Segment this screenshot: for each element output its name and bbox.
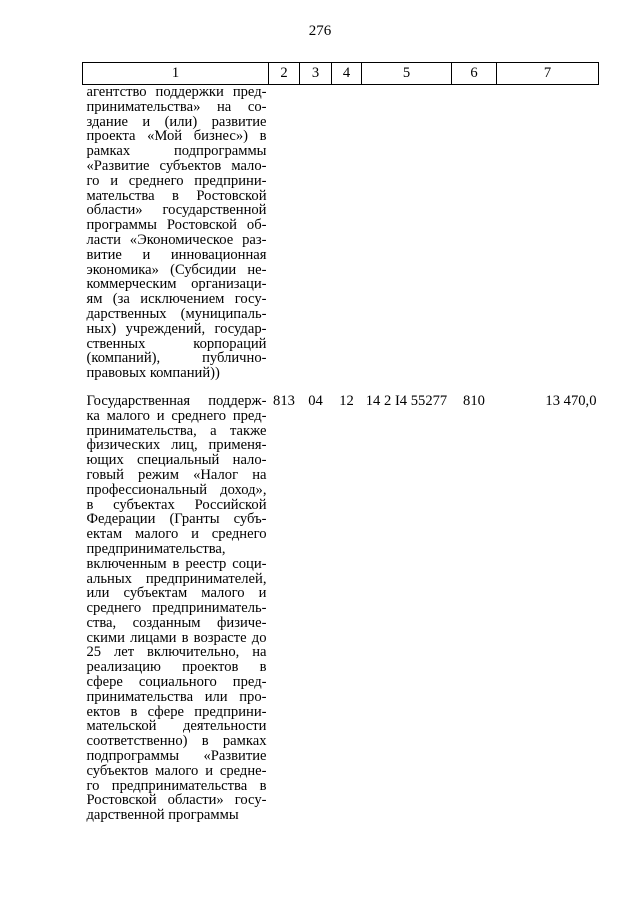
description-line: альных предпринимателей, bbox=[86, 570, 267, 587]
cell-target-article: 14 2 I4 55277 bbox=[365, 392, 448, 409]
description-line: (компаний), публично- bbox=[86, 350, 267, 367]
description-line: реализацию проектов в bbox=[86, 659, 267, 676]
cell-section-code: 04 bbox=[308, 392, 323, 409]
cell-ministry-code: 813 bbox=[273, 392, 295, 409]
table-row bbox=[83, 85, 599, 394]
description-line: ственных корпораций bbox=[86, 335, 267, 352]
description-line: среднего предприниматель- bbox=[86, 600, 267, 617]
description-line: правовых компаний)) bbox=[86, 365, 220, 382]
row-description bbox=[83, 394, 269, 823]
cell-section-code bbox=[300, 85, 332, 394]
table-header-row bbox=[83, 63, 599, 85]
description-line: в субъектах Российской bbox=[86, 496, 267, 513]
description-line: экономика» (Субсидии не- bbox=[86, 261, 267, 278]
description-line: ям (за исключением госу- bbox=[86, 291, 267, 308]
cell-ministry-code bbox=[269, 85, 300, 394]
description-line: мательства в Ростовской bbox=[86, 187, 267, 204]
header-col-3: 3 bbox=[300, 63, 332, 85]
cell-expense-type: 810 bbox=[463, 392, 485, 409]
description-line: здание и (или) развитие bbox=[86, 113, 267, 130]
description-line: проекта «Мой бизнес») в bbox=[86, 128, 267, 145]
description-line: го предпринимательства в bbox=[86, 777, 267, 794]
description-line: Федерации (Гранты субъ- bbox=[86, 511, 267, 528]
description-line: принимательства» на со- bbox=[86, 98, 267, 115]
description-line: физических лиц, применя- bbox=[86, 437, 267, 454]
description-line: ласти «Экономическое раз- bbox=[86, 231, 267, 248]
budget-table bbox=[82, 62, 599, 823]
cell-subsection-code bbox=[332, 85, 362, 394]
description-line: ектам малого и среднего bbox=[86, 526, 267, 543]
description-line: ства, созданным физиче- bbox=[86, 614, 267, 631]
description-line: или субъектам малого и bbox=[86, 585, 267, 602]
description-line: говый режим «Налог на bbox=[86, 466, 267, 483]
description-line: ектов в сфере предприни- bbox=[86, 703, 267, 720]
description-line: принимательства или про- bbox=[86, 688, 267, 705]
description-line: ющих специальный нало- bbox=[86, 452, 267, 469]
description-line: 25 лет включительно, на bbox=[86, 644, 267, 661]
row-description bbox=[83, 85, 269, 394]
cell-amount bbox=[497, 85, 599, 394]
cell-amount: 13 470,0 bbox=[545, 392, 597, 409]
header-col-1: 1 bbox=[83, 63, 269, 85]
header-col-4: 4 bbox=[332, 63, 362, 85]
header-col-7: 7 bbox=[497, 63, 599, 85]
description-line: дарственной программы bbox=[86, 807, 239, 824]
description-line: го и среднего предприни- bbox=[86, 172, 267, 189]
description-line: агентство поддержки пред- bbox=[86, 84, 267, 100]
page-number: 276 bbox=[308, 23, 332, 39]
description-line: витие и инновационная bbox=[86, 246, 267, 263]
description-line: коммерческим организаци- bbox=[86, 276, 267, 293]
description-line: подпрограммы «Развитие bbox=[86, 748, 267, 765]
description-line: соответственно) в рамках bbox=[86, 733, 267, 750]
description-line: дарственных (муниципаль- bbox=[86, 305, 267, 322]
description-line: Государственная поддерж- bbox=[86, 392, 267, 409]
header-col-5: 5 bbox=[362, 63, 452, 85]
description-line: Ростовской области» госу- bbox=[86, 792, 267, 809]
table-row bbox=[83, 394, 599, 823]
header-col-2: 2 bbox=[269, 63, 300, 85]
description-line: сфере социального пред- bbox=[86, 674, 267, 691]
description-line: включенным в реестр соци- bbox=[86, 555, 267, 572]
description-line: скими лицами в возрасте до bbox=[86, 629, 267, 646]
description-line: «Развитие субъектов мало- bbox=[86, 157, 267, 174]
description-line: предпринимательства, bbox=[86, 540, 226, 557]
description-line: мательской деятельности bbox=[86, 718, 267, 735]
cell-expense-type bbox=[452, 85, 497, 394]
header-col-6: 6 bbox=[452, 63, 497, 85]
description-line: профессиональный доход», bbox=[86, 481, 267, 498]
description-line: ка малого и среднего пред- bbox=[86, 407, 267, 424]
description-line: принимательства, а также bbox=[86, 422, 267, 439]
cell-target-article bbox=[362, 85, 452, 394]
cell-subsection-code: 12 bbox=[339, 392, 354, 409]
description-line: ных) учреждений, государ- bbox=[86, 320, 267, 337]
description-line: субъектов малого и средне- bbox=[86, 762, 267, 779]
description-line: области» государственной bbox=[86, 202, 267, 219]
description-line: программы Ростовской об- bbox=[86, 217, 267, 234]
description-line: рамках подпрограммы bbox=[86, 143, 267, 160]
